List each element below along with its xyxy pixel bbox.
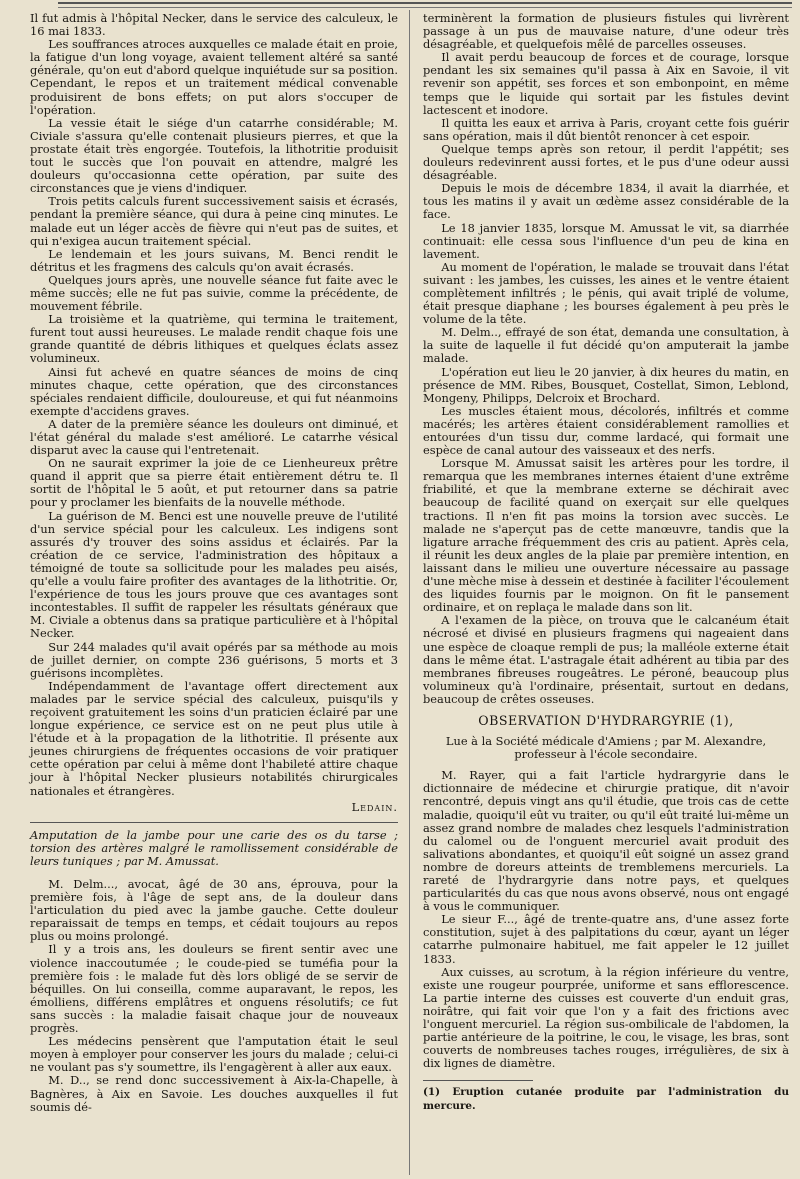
paragraph: M. D.., se rend donc successivement à Aix-la-Chapelle, à Bagnères, à Aix en Savoie. Les douches auxquelles il fut soumis dé- xyxy=(30,1073,398,1114)
paragraph: Il fut admis à l'hôpital Necker, dans le service des calculeux, le 16 mai 1833. xyxy=(30,11,398,39)
left-paragraphs-a xyxy=(30,12,398,798)
section-rule xyxy=(30,822,398,823)
paragraph: M. Delm..., avocat, âgé de 30 ans, éprouva, pour la première fois, à l'âge de sept ans, de la douleur dans l'articulation du pied avec la jambe gauche. Cette douleur reparaissait de temps en temps, et cédait toujours au repos plus ou moins prolongé. xyxy=(30,877,398,944)
paragraph: Trois petits calculs furent successivement saisis et écrasés, pendant la première séance, qui dura à peine cinq minutes. Le malade eut un léger accès de fièvre qui n'eut pas de suites, et qui n'exigea aucun traitement spécial. xyxy=(30,194,398,248)
left-column xyxy=(30,12,398,1114)
section-heading: OBSERVATION D'HYDRARGYRIE (1), xyxy=(478,712,734,728)
paragraph: Les souffrances atroces auxquelles ce malade était en proie, la fatigue d'un long voyage, avaient tellement altéré sa santé générale, qu'on eut d'abord quelque inquiétude sur sa position. Cependant, le repos et un traitement médical convenable produisirent de bons effets; on put alors s'occuper de l'opération. xyxy=(30,37,398,117)
paragraph: Ainsi fut achevé en quatre séances de moins de cinq minutes chaque, cette opération, que des circonstances spéciales rendaient difficile, douloureuse, et qui fut néanmoins exempte d'accidens graves. xyxy=(30,364,398,418)
right-paragraphs-b xyxy=(423,769,789,1070)
paragraph: Au moment de l'opération, le malade se trouvait dans l'état suivant : les jambes, les cuisses, les aines et le ventre étaient complètement infiltrés ; le pénis, qui avait triplé de volume, était presque diaphane ; les bourses également à peu près le volume de la tête. xyxy=(423,259,789,327)
column-divider xyxy=(409,10,410,1175)
paragraph: Les médecins pensèrent que l'amputation était le seul moyen à employer pour conserver les jours du malade ; celui-ci ne voulant pas s'y soumettre, ils l'engagèrent à aller aux eaux. xyxy=(30,1034,398,1075)
paragraph: L'opération eut lieu le 20 janvier, à dix heures du matin, en présence de MM. Ribes, Bousquet, Costellat, Simon, Leblond, Mongeny, Philipps, Delcroix et Brochard. xyxy=(423,364,789,405)
paragraph: Il avait perdu beaucoup de forces et de courage, lorsque pendant les six semaines qu'il passa à Aix en Savoie, il vit revenir son appétit, ses forces et son embonpoint, en même temps que le liquide qui sortait par les fistules devint lactescent et inodore. xyxy=(423,50,789,117)
paragraph: A dater de la première séance les douleurs ont diminué, et l'état général du malade s'est amélioré. Le catarrhe vésical disparut avec la cause qui l'entretenait. xyxy=(30,416,398,458)
paragraph: La troisième et la quatrième, qui termina le traitement, furent tout aussi heureuses. Le malade rendit chaque fois une grande quantité de débris lithiques et quelques éclats assez volumineux. xyxy=(30,312,398,366)
left-paragraphs-b xyxy=(30,878,398,1114)
right-column xyxy=(423,12,789,1113)
paragraph: Indépendamment de l'avantage offert directement aux malades par le service spécial des calculeux, puisqu'ils y reçoivent gratuitement les soins d'un praticien éclairé par une longue expérience, ce service est on ne peut plus utile à l'étude et à la propagation de la lithotritie. Il présente aux jeunes chirurgiens de fréquentes occasions de voir pratiquer cette opération par celui à même dont l'habileté attire chaque jour à l'hôpital Necker plusieurs notabilités chirurgicales nationales et étrangères. xyxy=(30,678,398,798)
right-paragraphs-a xyxy=(423,12,789,706)
top-border-rule xyxy=(58,2,792,8)
paragraph: Sur 244 malades qu'il avait opérés par sa méthode au mois de juillet dernier, on compte 236 guérisons, 5 morts et 3 guérisons incomplètes. xyxy=(30,639,398,680)
paragraph: terminèrent la formation de plusieurs fistules qui livrèrent passage à un pus de mauvaise nature, d'une odeur très désagréable, et quelquefois mêlé de parcelles osseuses. xyxy=(423,11,789,52)
paragraph: Quelque temps après son retour, il perdit l'appétit; ses douleurs redevinrent aussi fortes, et le pus d'une odeur aussi désagréable. xyxy=(423,141,789,183)
author-signature: Ledain. xyxy=(351,799,398,814)
paragraph: Les muscles étaient mous, décolorés, infiltrés et comme macérés; les artères étaient considérablement ramollies et entourées d'un tissu dur, comme lardacé, qui formait une espèce de canal autour des vaisseaux et des nerfs. xyxy=(423,403,789,458)
paragraph: Le sieur F..., âgé de trente-quatre ans, d'une assez forte constitution, sujet à des palpitations du cœur, ayant un léger catarrhe pulmonaire habituel, me fait appeler le 12 juillet 1833. xyxy=(423,912,789,966)
paragraph: Depuis le mois de décembre 1834, il avait la diarrhée, et tous les matins il y avait un œdème assez considérable de la face. xyxy=(423,181,789,222)
paragraph: Le 18 janvier 1835, lorsque M. Amussat le vit, sa diarrhée continuait: elle cessa sous l'influence d'un peu de kina en lavement. xyxy=(423,220,789,261)
paragraph: Lorsque M. Amussat saisit les artères pour les tordre, il remarqua que les membranes internes étaient d'une extrême friabilité, et que la membrane externe se déchirait avec beaucoup de facilité quand on exerçait sur elle quelques tractions. Il n'en fit pas moins la torsion avec succès. Le malade ne s'aperçut pas de cette manœuvre, tandis que la ligature arrache fréquemment des cris au patient. Après cela, il réunit les deux angles de la plaie par première intention, en laissant dans le milieu une ouverture nécessaire au passage d'une mèche mise à dessein et destinée à faciliter l'écoulement des liquides fournis par le moignon. On fit le pansement ordinaire, et on replaça le malade dans son lit. xyxy=(423,456,789,615)
paragraph: On ne saurait exprimer la joie de ce Lienheureux prêtre quand il apprit que sa pierre était entièrement détru te. Il sortit de l'hôpital le 5 août, et put retourner dans sa patrie pour y proclamer les bienfaits de la nouvelle méthode. xyxy=(30,456,398,510)
footnote: (1) Eruption cutanée produite par l'administration du mercure. xyxy=(423,1086,789,1112)
paragraph: M. Rayer, qui a fait l'article hydrargyrie dans le dictionnaire de médecine et chirurgie pratique, dit n'avoir rencontré, depuis vingt ans qu'il étudie, que trois cas de cette maladie, quoiqu'il eût vu traiter, ou qu'il eût traité lui-même un assez grand nombre de malades chez lesquels l'administration du calomel ou de l'onguent mercuriel avait produit des salivations abondantes, et quoiqu'il eût soigné un assez grand nombre de doreurs atteints de tremblemens mercuriels. La rareté de l'hydrargyrie dans notre pays, et quelques particularités du cas que nous avons observé, nous ont engagé à vous le communiquer. xyxy=(423,768,789,914)
paragraph: Il quitta les eaux et arriva à Paris, croyant cette fois guérir sans opération, mais il dût bientôt renoncer à cet espoir. xyxy=(423,115,789,143)
paragraph: La guérison de M. Benci est une nouvelle preuve de l'utilité d'un service spécial pour les calculeux. Les indigens sont assurés d'y trouver des soins assidus et éclairés. Par la création de ce service, l'administration des hôpitaux a témoigné de toute sa sollicitude pour les malades peu aisés, qu'elle a voulu faire profiter des avantages de la lithotritie. Or, l'expérience de tous les jours prouve que ces avantages sont incontestables. Il suffit de rappeler les résultats généraux que M. Civiale a obtenus dans sa pratique particulière et à l'hôpital Necker. xyxy=(30,508,398,641)
paragraph: M. Delm.., effrayé de son état, demanda une consultation, à la suite de laquelle il fut décidé qu'on amputerait la jambe malade. xyxy=(423,325,789,366)
section-subheading: Lue à la Société médicale d'Amiens ; par M. Alexandre, professeur à l'école secondaire. xyxy=(445,734,767,762)
paragraph: Quelques jours après, une nouvelle séance fut faite avec le même succès; elle ne fut pas suivie, comme la précédente, de mouvement fébrile. xyxy=(30,272,398,314)
paragraph: A l'examen de la pièce, on trouva que le calcanéum était nécrosé et divisé en plusieurs fragmens qui nageaient dans une espèce de cloaque rempli de pus; la malléole externe était dans le même état. L'astragale était adhérent au tibia par des membranes fibreuses rougeâtres. Le péroné, beaucoup plus volumineux qu'à l'ordinaire, présentait, surtout en dedans, beaucoup de crêtes osseuses. xyxy=(423,613,789,706)
paragraph: Il y a trois ans, les douleurs se firent sentir avec une violence inaccoutumée ; le coude-pied se tuméfia pour la première fois : le malade fut dès lors obligé de se servir de béquilles. On lui conseilla, comme auparavant, le repos, les émolliens, différens emplâtres et onguens résolutifs; ce fut sans succès : la maladie faisait chaque jour de nouveaux progrès. xyxy=(30,942,398,1036)
paragraph: La vessie était le siége d'un catarrhe considérable; M. Civiale s'assura qu'elle contenait plusieurs pierres, et que la prostate était très engorgée. Toutefois, la lithotritie produisit tout le succès que l'on pouvait en attendre, malgré les douleurs qu'occasionna cette opération, par suite des circonstances que je viens d'indiquer. xyxy=(30,115,398,196)
article-title: Amputation de la jambe pour une carie des os du tarse ; torsion des artères malgré le ramollissement considérable de leurs tuniques ; par M. Amussat. xyxy=(30,827,398,868)
footnote-rule xyxy=(423,1080,533,1081)
paragraph: Le lendemain et les jours suivans, M. Benci rendit le détritus et les fragmens des calculs qu'on avait écrasés. xyxy=(30,246,398,274)
paragraph: Aux cuisses, au scrotum, à la région inférieure du ventre, existe une rougeur pourprée, uniforme et sans efflorescence. La partie interne des cuisses est couverte d'un enduit gras, noirâtre, qui fait voir que l'on y a fait des frictions avec l'onguent mercuriel. La région sus-ombilicale de l'abdomen, la partie antérieure de la poitrine, le cou, le visage, les bras, sont couverts de nombreuses taches rouges, irrégulières, de six à dix lignes de diamètre. xyxy=(423,964,789,1071)
